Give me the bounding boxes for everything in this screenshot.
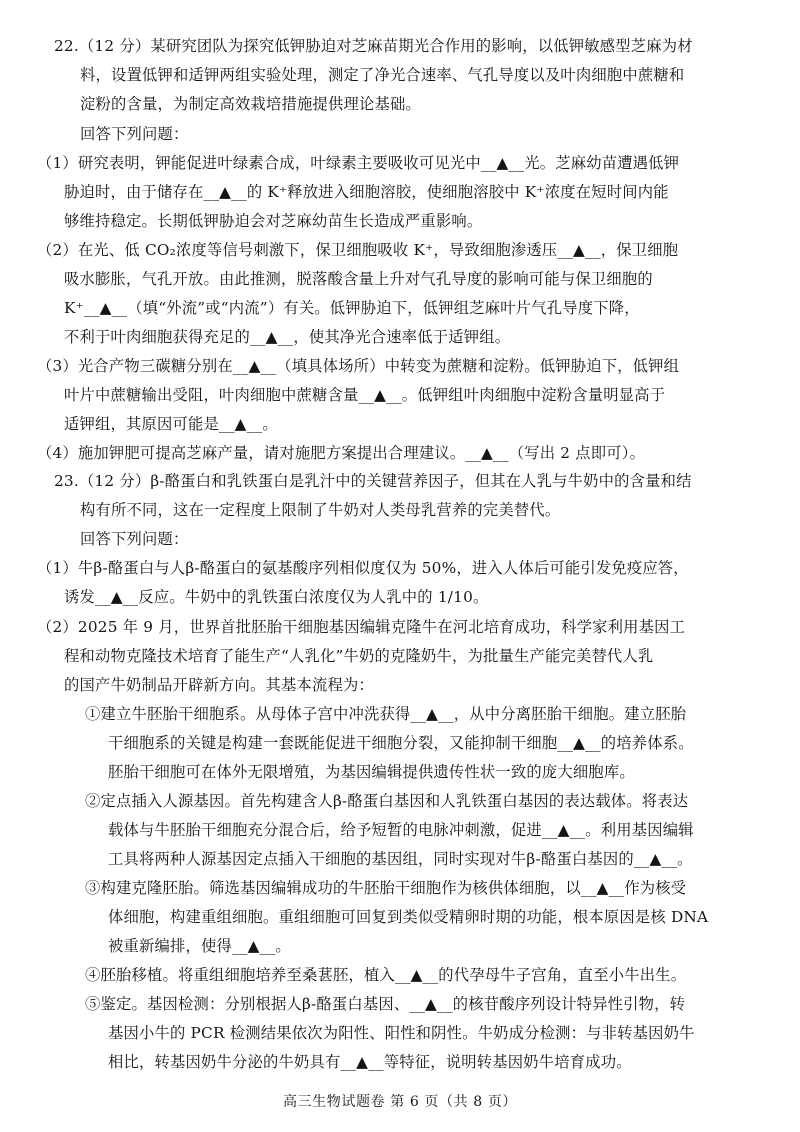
q22-part2-line-2: 吸水膨胀，气孔开放。由此推测，脱落酸含量上升对气孔导度的影响可能与保卫细胞的 <box>64 270 653 288</box>
q23-head-line-1: 23.（12 分）β-酪蛋白和乳铁蛋白是乳汁中的关键营养因子，但其在人乳与牛奶中的含量和结 <box>54 472 692 490</box>
q22-part1-line-2: 胁迫时，由于储存在__▲__的 K⁺释放进入细胞溶胶，使细胞溶胶中 K⁺浓度在短时间内能 <box>64 183 669 201</box>
q23-step5-line-1: ⑤鉴定。基因检测：分别根据人β-酪蛋白基因、__▲__的核苷酸序列设计特异性引物，转 <box>85 995 686 1013</box>
q22-part1-line-1: （1）研究表明，钾能促进叶绿素合成，叶绿素主要吸收可见光中__▲__光。芝麻幼苗遭遇低钾 <box>37 154 680 172</box>
q23-step2-line-1: ②定点插入人源基因。首先构建含人β-酪蛋白基因和人乳铁蛋白基因的表达载体。将表达 <box>85 792 689 810</box>
q22-part4-line-1: （4）施加钾肥可提高芝麻产量，请对施肥方案提出合理建议。__▲__（写出 2 点即可）。 <box>37 444 646 462</box>
q23-step2-line-3: 工具将两种人源基因定点插入干细胞的基因组，同时实现对牛β-酪蛋白基因的__▲__。 <box>108 850 693 868</box>
q23-step3-line-3: 被重新编排，使得__▲__。 <box>108 937 291 955</box>
q23-step5-line-3: 相比，转基因奶牛分泌的牛奶具有__▲__等特征，说明转基因奶牛培育成功。 <box>108 1053 632 1071</box>
q23-step5-line-2: 基因小牛的 PCR 检测结果依次为阳性、阳性和阴性。牛奶成分检测：与非转基因奶牛 <box>108 1024 695 1042</box>
q23-step1-line-2: 干细胞系的关键是构建一套既能促进干细胞分裂，又能抑制干细胞__▲__的培养体系。 <box>108 734 694 752</box>
q23-part1-line-2: 诱发__▲__反应。牛奶中的乳铁蛋白浓度仅为人乳中的 1/10。 <box>64 588 489 606</box>
q23-part2-line-3: 的国产牛奶制品开辟新方向。其基本流程为： <box>64 676 374 694</box>
q23-step3-line-2: 体细胞，构建重组细胞。重组细胞可回复到类似受精卵时期的功能，根本原因是核 DNA <box>108 908 709 926</box>
q23-head-line-2: 构有所不同，这在一定程度上限制了牛奶对人类母乳营养的完美替代。 <box>80 501 561 519</box>
q22-part3-line-1: （3）光合产物三碳糖分别在__▲__（填具体场所）中转变为蔗糖和淀粉。低钾胁迫下，低钾组 <box>37 357 680 375</box>
q23-part1-line-1: （1）牛β-酪蛋白与人β-酪蛋白的氨基酸序列相似度仅为 50%，进入人体后可能引发免疫应答， <box>37 559 689 577</box>
q22-answer-prompt: 回答下列问题： <box>80 125 189 143</box>
q23-step3-line-1: ③构建克隆胚胎。筛选基因编辑成功的牛胚胎干细胞作为核供体细胞，以__▲__作为核受 <box>85 879 687 897</box>
q22-head-line-2: 料，设置低钾和适钾两组实验处理，测定了净光合速率、气孔导度以及叶肉细胞中蔗糖和 <box>80 66 685 84</box>
q22-head-line-3: 淀粉的含量，为制定高效栽培措施提供理论基础。 <box>80 95 421 113</box>
q23-step4-line-1: ④胚胎移植。将重组细胞培养至桑葚胚，植入__▲__的代孕母牛子宫角，直至小牛出生。 <box>85 966 687 984</box>
page-footer: 高三生物试题卷 第 6 页（共 8 页） <box>282 1094 518 1110</box>
q23-part2-line-1: （2）2025 年 9 月，世界首批胚胎干细胞基因编辑克隆牛在河北培育成功，科学家利用基因工 <box>37 618 686 636</box>
q22-part3-line-3: 适钾组，其原因可能是__▲__。 <box>64 415 278 433</box>
q23-step2-line-2: 载体与牛胚胎干细胞充分混合后，给予短暂的电脉冲刺激，促进__▲__。利用基因编辑 <box>108 821 694 839</box>
q22-part2-line-3: K⁺__▲__（填“外流”或“内流”）有关。低钾胁迫下，低钾组芝麻叶片气孔导度下降， <box>64 299 640 317</box>
q23-answer-prompt: 回答下列问题： <box>80 530 189 548</box>
q23-step1-line-1: ①建立牛胚胎干细胞系。从母体子宫中冲洗获得__▲__，从中分离胚胎干细胞。建立胚胎 <box>85 705 687 723</box>
q22-part2-line-4: 不利于叶肉细胞获得充足的__▲__，使其净光合速率低于适钾组。 <box>64 328 511 346</box>
q23-step1-line-3: 胚胎干细胞可在体外无限增殖，为基因编辑提供遗传性状一致的庞大细胞库。 <box>108 763 635 781</box>
q22-head-line-1: 22.（12 分）某研究团队为探究低钾胁迫对芝麻苗期光合作用的影响，以低钾敏感型芝麻为材 <box>54 37 693 55</box>
q22-part3-line-2: 叶片中蔗糖输出受阻，叶肉细胞中蔗糖含量__▲__。低钾组叶肉细胞中淀粉含量明显高于 <box>64 386 666 404</box>
q22-part2-line-1: （2）在光、低 CO₂浓度等信号刺激下，保卫细胞吸收 K⁺，导致细胞渗透压__▲__，保卫细胞 <box>37 241 679 259</box>
q22-part1-line-3: 够维持稳定。长期低钾胁迫会对芝麻幼苗生长造成严重影响。 <box>64 212 483 230</box>
q23-part2-line-2: 程和动物克隆技术培育了能生产“人乳化”牛奶的克隆奶牛，为批量生产能完美替代人乳 <box>64 647 654 665</box>
